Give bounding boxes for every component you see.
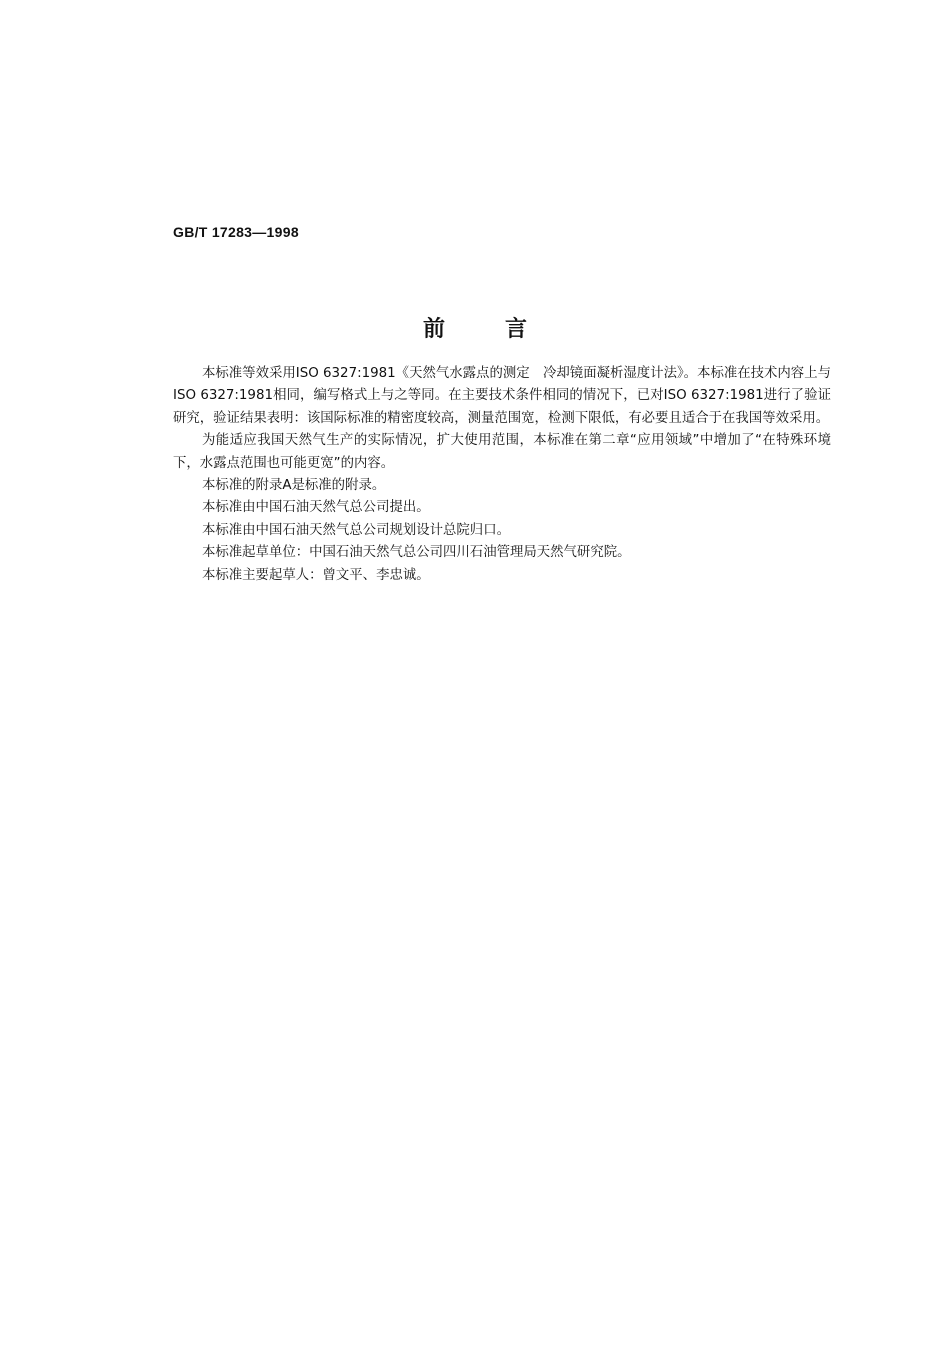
page-title: [0, 312, 950, 343]
paragraph-adoption: 本标准等效采用ISO 6327:1981《天然气水露点的测定 冷却镜面凝析湿度计法》。本标准在技术内容上与ISO 6327:1981相同，编写格式上与之等同。在主要技术条件相同的情况下，已对ISO 6327:1981进行了验证研究，验证结果表明：该国际标准的精密度较高，测量范围宽，检测下限低，有必要且适合于在我国等效采用。: [173, 366, 831, 426]
paragraph-proposer: 本标准由中国石油天然气总公司提出。: [202, 500, 430, 516]
paragraph-drafting-unit: 本标准起草单位：中国石油天然气总公司四川石油管理局天然气研究院。: [202, 545, 631, 561]
paragraph-drafters: 本标准主要起草人：曾文平、李忠诚。: [202, 567, 430, 583]
title-char-1: 前: [422, 317, 445, 342]
title-char-2: 言: [505, 317, 528, 342]
standard-code: GB/T 17283—1998: [173, 224, 299, 240]
paragraph-centralized: 本标准由中国石油天然气总公司规划设计总院归口。: [202, 522, 510, 538]
foreword-body: [173, 363, 831, 587]
paragraph-appendix: 本标准的附录A是标准的附录。: [202, 478, 386, 494]
paragraph-scope-extension: 为能适应我国天然气生产的实际情况，扩大使用范围，本标准在第二章“应用领域”中增加了“在特殊环境下，水露点范围也可能更宽”的内容。: [173, 433, 831, 471]
